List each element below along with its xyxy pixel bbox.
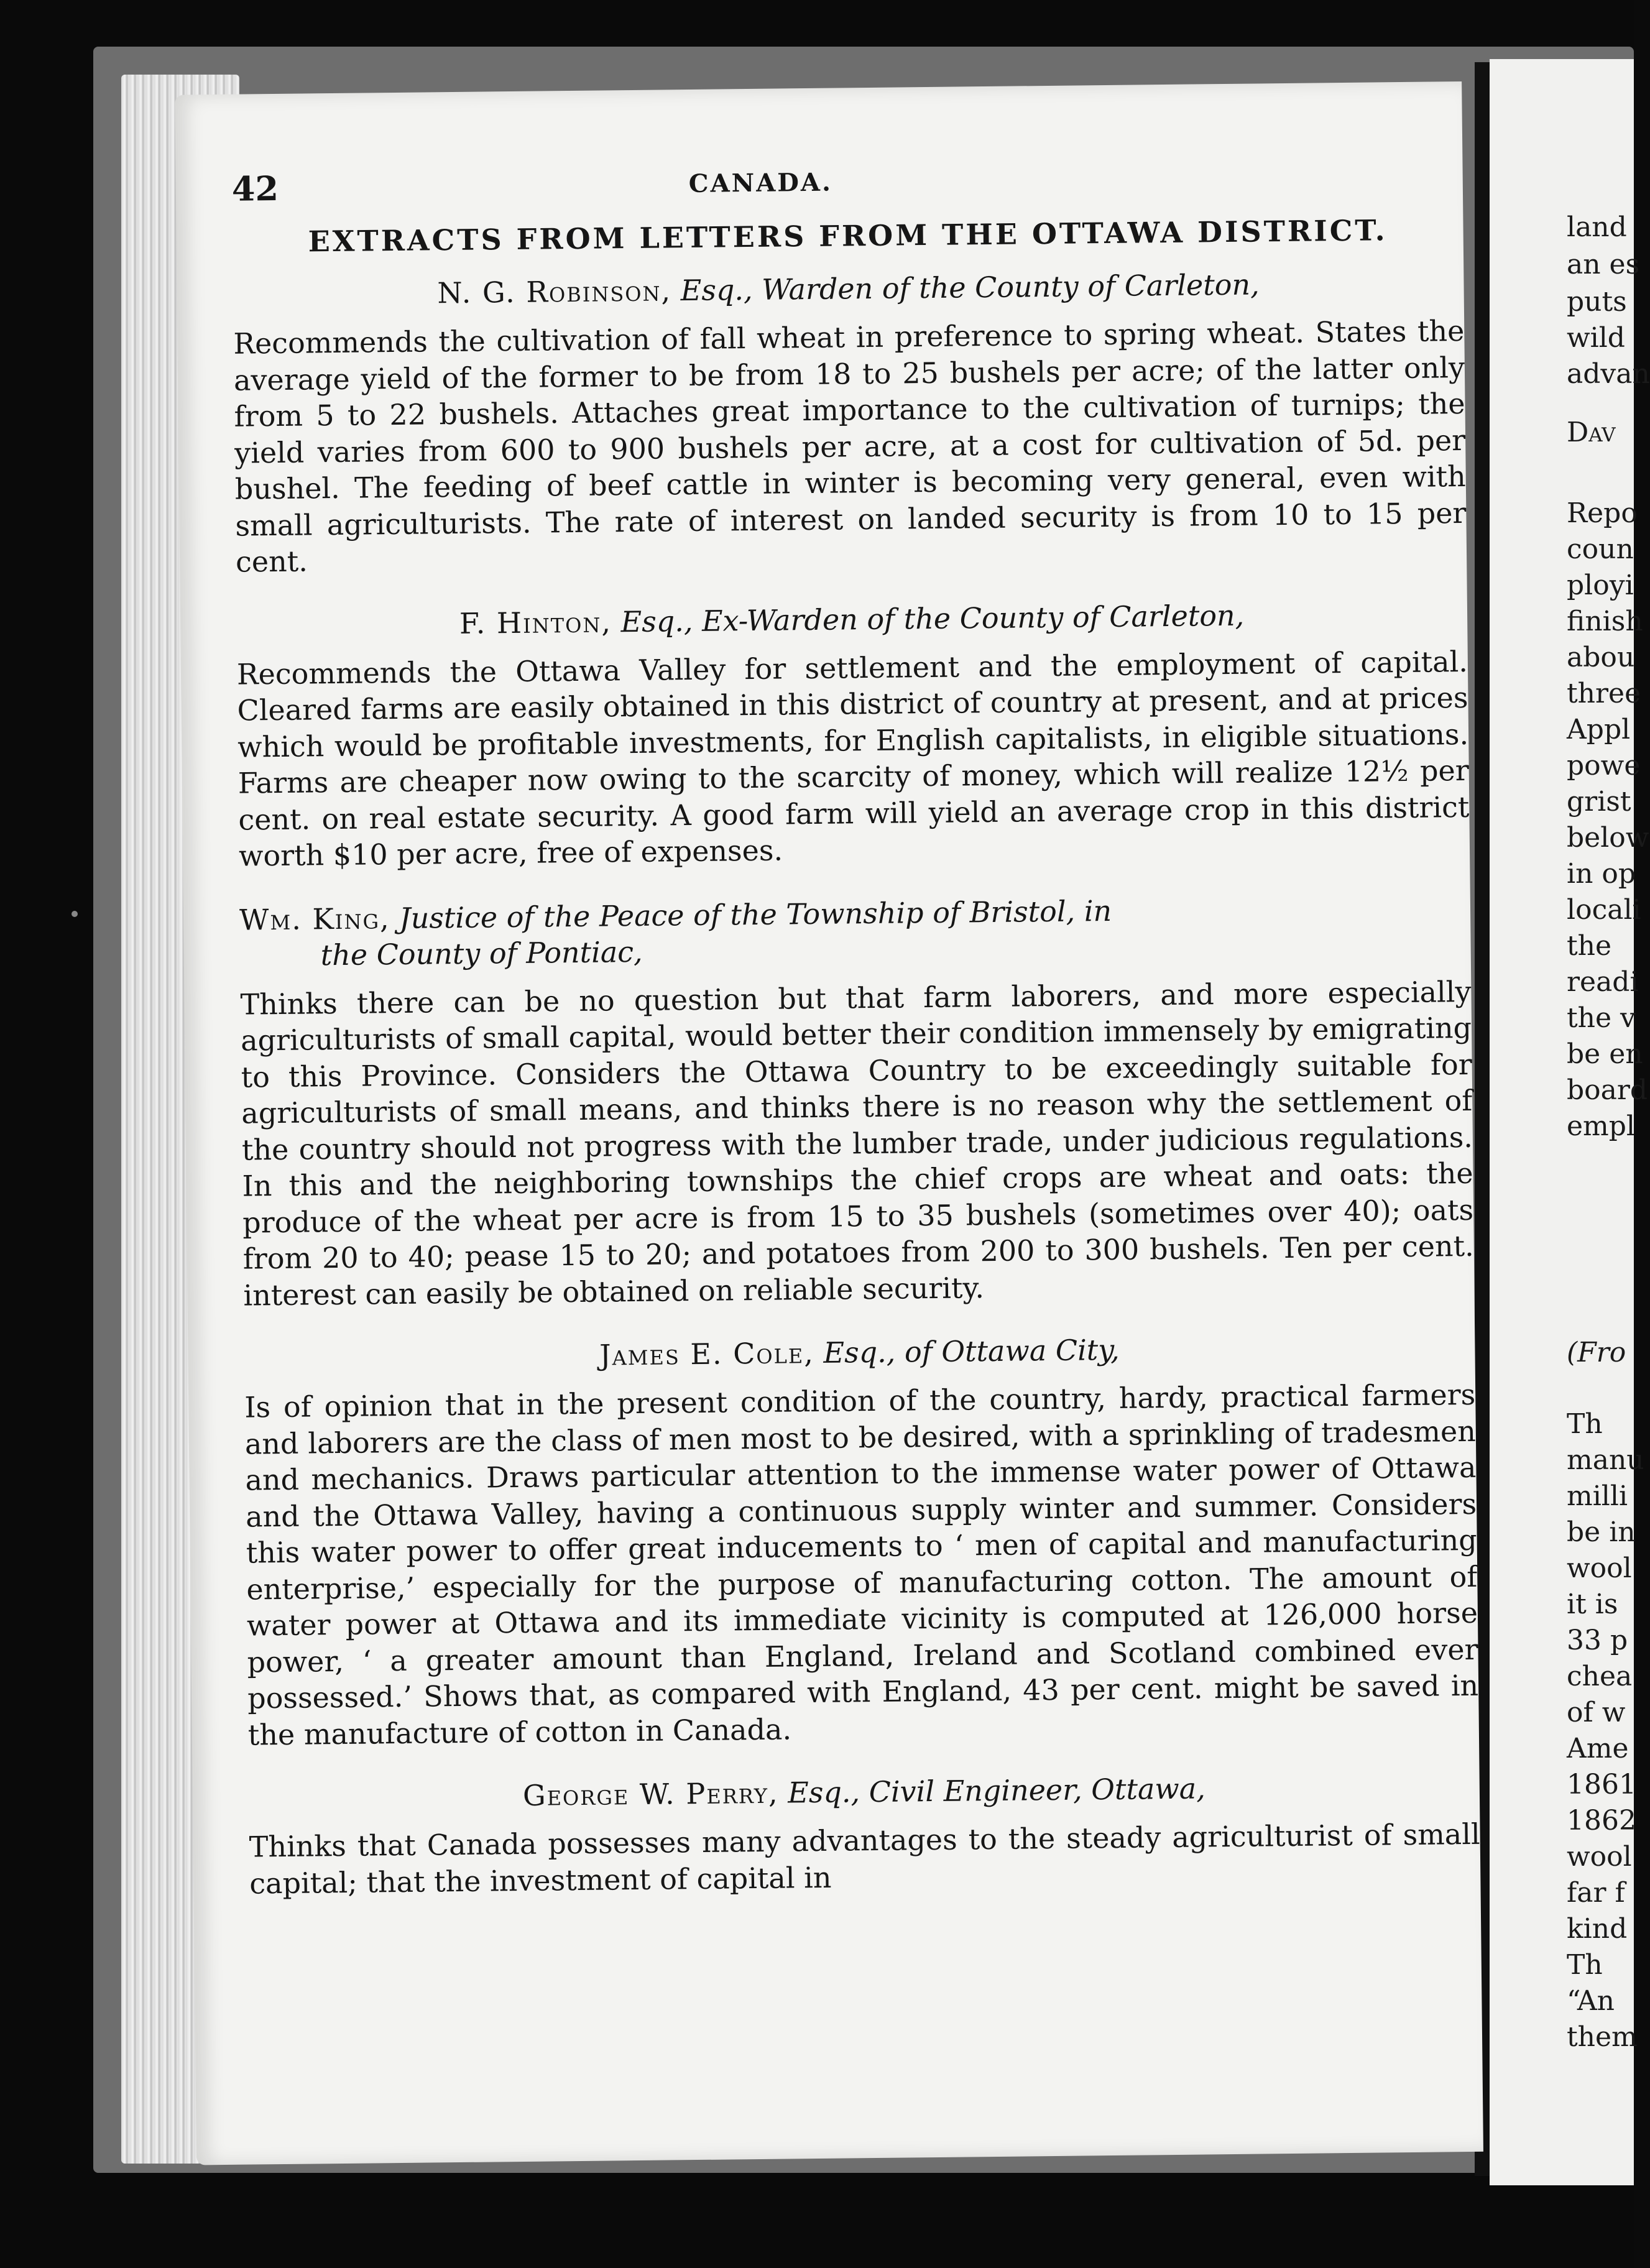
facing-page-fragment: Th xyxy=(1567,1408,1603,1440)
correspondent-name: James E. Cole, xyxy=(599,1336,815,1372)
facing-page-fragment: it is xyxy=(1567,1588,1618,1620)
correspondent-name: Wm. King, xyxy=(239,901,390,937)
facing-page-fragment: “An xyxy=(1567,1985,1615,2017)
entry-heading xyxy=(233,264,1463,313)
facing-page-fragment: powe xyxy=(1567,750,1641,781)
running-title: CANADA. xyxy=(688,167,833,199)
entry-text: Thinks there can be no question but that farm laborers, and more especially agriculturists of small capital, would better their condition immensely by emigrating to this Province. Considers the Ottawa Country to be exceedingly suitable for agriculturists of small means, and thinks there is no reason why the settlement of the country should not progress with the lumber trade, under judicious regulations. In this and the neighboring townships the chief crops are wheat and oats: the produce of the wheat per acre is from 15 to 35 bushels (sometimes over 40); oats from 20 to 40; pease 15 to 20; and potatoes from 200 to 300 bushels. Ten per cent. interest can easily be obtained on reliable security. xyxy=(240,974,1474,1312)
facing-page-fragment: Ame xyxy=(1567,1733,1629,1764)
facing-page-fragment: 1862 xyxy=(1567,1805,1636,1837)
facing-page-fragment: below xyxy=(1567,822,1649,854)
facing-page-fragment: 33 p xyxy=(1567,1625,1628,1656)
facing-page-fragment: of w xyxy=(1567,1697,1626,1728)
facing-page-fragment: land xyxy=(1567,211,1627,243)
book-page xyxy=(175,81,1483,2165)
entry-heading xyxy=(244,1328,1475,1377)
facing-page-fragment: milli xyxy=(1567,1480,1628,1512)
correspondent-name: N. G. Robinson, xyxy=(437,274,672,310)
facing-page-fragment: Dav xyxy=(1567,417,1616,448)
correspondent-title: Justice of the Peace of the Township of Bristol, in xyxy=(399,893,1112,935)
facing-page-fragment: locali xyxy=(1567,894,1641,926)
facing-page-fragment: Appl xyxy=(1567,714,1631,745)
correspondent-title: Esq., Ex-Warden of the County of Carleton, xyxy=(620,598,1245,638)
entry-heading xyxy=(239,888,1471,974)
facing-page-fragment: the xyxy=(1567,930,1612,962)
entry-text: Thinks that Canada possesses many advantages to the steady agriculturist of small capital; that the investment of capital in xyxy=(249,1817,1480,1901)
facing-page-fragment: manu xyxy=(1567,1444,1644,1476)
letter-entry xyxy=(239,888,1475,1313)
facing-page-fragment: the v xyxy=(1567,1002,1636,1034)
facing-page-fragment: be in xyxy=(1567,1516,1636,1548)
correspondent-title: Esq., Warden of the County of Carleton, xyxy=(680,267,1260,308)
facing-page-fragment: finish xyxy=(1567,606,1643,637)
letter-entry xyxy=(233,264,1467,580)
facing-page-fragment: in op xyxy=(1567,858,1636,890)
facing-page-fragment: kind xyxy=(1567,1913,1628,1945)
page-content xyxy=(231,156,1481,1929)
facing-page-fragment: an es xyxy=(1567,249,1640,280)
facing-page-fragment: (Fro xyxy=(1567,1337,1626,1368)
correspondent-title: Esq., of Ottawa City, xyxy=(823,1332,1120,1370)
facing-page-fragment: Repo xyxy=(1567,497,1638,529)
facing-page-fragment: three xyxy=(1567,678,1641,709)
letter-entry xyxy=(244,1328,1479,1753)
correspondent-title: Esq., Civil Engineer, Ottawa, xyxy=(787,1771,1206,1810)
entry-text: Recommends the Ottawa Valley for settlement and the employment of capital. Cleared farms are easily obtained in this district of country at present, and at prices which would be profitable investments, for English capitalists, in eligible situations. Farms are cheaper now owing to the scarcity of money, which will realize 12½ per cent. on real estate security. A good farm will yield an average crop in this district worth $10 per acre, free of expenses. xyxy=(236,644,1470,873)
facing-page-fragment: board xyxy=(1567,1074,1648,1106)
letter-entry xyxy=(236,594,1470,874)
facing-page-fragment: empl xyxy=(1567,1110,1635,1142)
facing-page-fragment: wild xyxy=(1567,322,1625,354)
entry-text: Is of opinion that in the present condition of the country, hardy, practical farmers and laborers are the class of men most to be desired, with a sprinkling of tradesmen and mechanics. Draws particular attention to the immense water power of Ottawa and the Ottawa Valley, having a continuous supply winter and summer. Considers this water power to offer great inducements to ‘ men of capital and manufacturing enterprise,’ especially for the purpose of manufacturing cotton. The amount of water power at Ottawa and its immediate vicinity is computed at 126,000 horse power, ‘ a greater amount than England, Ireland and Scotland combined ever possessed.’ Shows that, as compared with England, 43 per cent. might be saved in the manufacture of cotton in Canada. xyxy=(244,1377,1479,1752)
facing-page-fragment: them xyxy=(1567,2021,1638,2053)
correspondent-name: F. Hinton, xyxy=(459,604,612,640)
entry-text: Recommends the cultivation of fall wheat in preference to spring wheat. States the average yield of the former to be from 18 to 25 bushels per acre; of the latter only from 5 to 22 bushels. Attaches great importance to the cultivation of turnips; the yield varies from 600 to 900 bushels per acre, at a cost for cultivation of 5d. per bushel. The feeding of beef cattle in winter is becoming very general, even with small agriculturists. The rate of interest on landed security is from 10 to 15 per cent. xyxy=(233,313,1467,579)
page-number: 42 xyxy=(231,168,279,209)
scan-speck xyxy=(71,911,78,917)
correspondent-title-continued: the County of Pontiac, xyxy=(320,934,643,972)
facing-page-fragment: puts xyxy=(1567,286,1627,318)
letter-entry xyxy=(249,1768,1481,1902)
facing-page-fragment: abou xyxy=(1567,642,1635,673)
entry-heading xyxy=(249,1768,1480,1817)
facing-page-fragment: wool xyxy=(1567,1841,1632,1873)
facing-page-fragment: grist xyxy=(1567,786,1631,818)
facing-page-fragment: 1861 xyxy=(1567,1769,1636,1800)
facing-page-fragment: ployi xyxy=(1567,569,1634,601)
facing-page-fragment: chea xyxy=(1567,1661,1633,1692)
facing-page-fragment: readi xyxy=(1567,966,1639,998)
section-title: EXTRACTS FROM LETTERS FROM THE OTTAWA DISTRICT. xyxy=(308,213,1388,259)
facing-page-fragment: Th xyxy=(1567,1949,1603,1981)
correspondent-name: George W. Perry, xyxy=(522,1776,779,1812)
facing-page-fragment: advan xyxy=(1567,358,1650,390)
facing-page-fragment: be en xyxy=(1567,1038,1643,1070)
facing-page-fragment: coun xyxy=(1567,533,1634,565)
facing-page-fragment: far f xyxy=(1567,1877,1625,1909)
entry-heading xyxy=(236,594,1467,643)
facing-page-fragment: wool xyxy=(1567,1552,1632,1584)
